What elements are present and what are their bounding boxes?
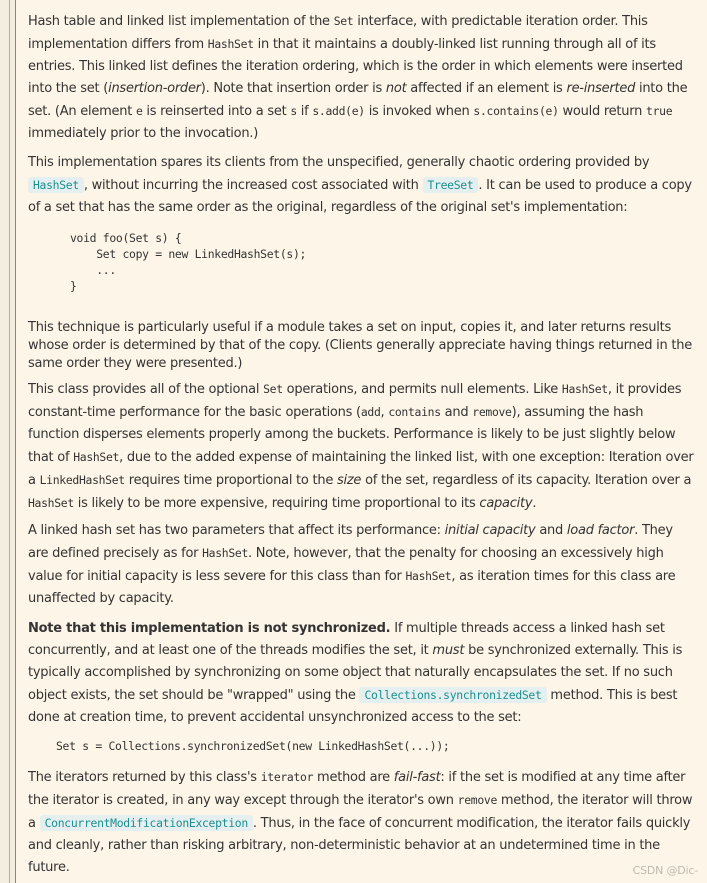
code-hashset: HashSet bbox=[561, 382, 608, 396]
link-concurrentmodificationexception[interactable]: ConcurrentModificationException bbox=[40, 815, 253, 831]
emphasis-not: not bbox=[385, 81, 407, 96]
code-set: Set bbox=[333, 14, 354, 28]
code-block-synchronized: Set s = Collections.synchronizedSet(new LinkedHashSet(...)); bbox=[56, 739, 450, 753]
paragraph-ordering: This implementation spares its clients from the unspecified, generally chaotic ordering provided by HashSet , without incurring the increased cost associated with TreeSet . It can be used to produce a copy of a set that has the same order as the original, regardless of the original set's implementation: bbox=[28, 155, 692, 215]
sync-warning: Note that this implementation is not synchronized. bbox=[28, 621, 391, 636]
link-treeset[interactable]: TreeSet bbox=[423, 177, 479, 193]
paragraph-parameters: A linked hash set has two parameters that affect its performance: initial capacity and load factor. They are defined precisely as for HashSet. Note, however, that the penalty for choosing an excessively high value for initial capacity is less severe for this class than for HashSet, as iteration times for this class are unaffected by capacity. bbox=[28, 523, 676, 606]
code-remove: remove bbox=[457, 793, 498, 807]
code-hashset: HashSet bbox=[207, 37, 254, 51]
term-load-factor: load factor bbox=[566, 523, 635, 538]
code-s-contains: s.contains(e) bbox=[473, 104, 559, 118]
term-initial-capacity: initial capacity bbox=[444, 523, 536, 538]
paragraph-synchronization: Note that this implementation is not synchronized. If multiple threads access a linked hash set concurrently, and at least one of the threads modifies the set, it must be synchronized externally. This is typically accomplished by synchronizing on some object that naturally encapsulates the set. If no such object exists, the set should be "wrapped" using the Collections.synchronizedSet method. This is best done at creation time, to prevent accidental unsynchronized access to the set: bbox=[28, 621, 683, 725]
emphasis-re-inserted: re-inserted bbox=[566, 81, 636, 96]
code-contains: contains bbox=[388, 405, 441, 419]
code-s-add: s.add(e) bbox=[312, 104, 365, 118]
code-linkedhashset: LinkedHashSet bbox=[39, 473, 125, 487]
term-fail-fast: fail-fast bbox=[393, 770, 441, 785]
link-collections-synchronizedset[interactable]: Collections.synchronizedSet bbox=[359, 687, 546, 703]
code-s: s bbox=[290, 104, 297, 118]
code-hashset: HashSet bbox=[28, 496, 74, 510]
csdn-watermark: CSDN @Dic- bbox=[632, 864, 698, 877]
code-hashset: HashSet bbox=[405, 569, 452, 583]
code-hashset: HashSet bbox=[202, 546, 249, 560]
code-iterator: iterator bbox=[260, 770, 314, 784]
code-hashset: HashSet bbox=[73, 450, 120, 464]
code-remove: remove bbox=[472, 405, 512, 419]
link-hashset[interactable]: HashSet bbox=[28, 177, 84, 193]
paragraph-operations: This class provides all of the optional Set operations, and permits null elements. Like HashSet, it provides constant-time performance for the basic operations (add, contains and remove), assuming the hash function disperses elements properly among the buckets. Performance is likely to be just slightly below that of HashSet, due to the added expense of maintaining the linked list, with one exception: Iteration over a LinkedHashSet requires time proportional to the size of the set, regardless of its capacity. Iteration over a HashSet is likely to be more expensive, requiring time proportional to its capacity. bbox=[28, 382, 694, 511]
term-insertion-order: insertion-order bbox=[108, 81, 201, 96]
emphasis-must: must bbox=[432, 643, 465, 658]
left-margin-bar bbox=[0, 0, 16, 883]
term-capacity: capacity bbox=[479, 496, 533, 511]
term-size: size bbox=[336, 473, 362, 488]
paragraph-technique: This technique is particularly useful if a module takes a set on input, copies it, and later returns results whose order is determined by that of the copy. (Clients generally appreciate having things returned in the same order they were presented.) bbox=[28, 320, 692, 371]
code-add: add bbox=[360, 405, 381, 419]
code-true: true bbox=[646, 104, 673, 118]
paragraph-fail-fast: The iterators returned by this class's iterator method are fail-fast: if the set is modified at any time after the iterator is created, in any way except through the iterator's own remove method, the iterator will throw a ConcurrentModificationException . Thus, in the face of concurrent modification, the iterator fails quickly and cleanly, rather than risking arbitrary, non-deterministic behavior at an undetermined time in the future. bbox=[28, 770, 693, 875]
code-block-foo: void foo(Set s) { Set copy = new LinkedHashSet(s); ... } bbox=[70, 231, 307, 293]
code-e: e bbox=[135, 104, 143, 118]
code-set: Set bbox=[263, 382, 283, 396]
paragraph-overview: Hash table and linked list implementation of the Set interface, with predictable iteration order. This implementation differs from HashSet in that it maintains a doubly-linked list running through all of its entries. This linked list defines the iteration ordering, which is the order in which elements were inserted into the set (insertion-order). Note that insertion order is not affected if an element is re-inserted into the set. (An element e is reinserted into a set s if s.add(e) is invoked when s.contains(e) would return true immediately prior to the invocation.) bbox=[28, 14, 688, 141]
